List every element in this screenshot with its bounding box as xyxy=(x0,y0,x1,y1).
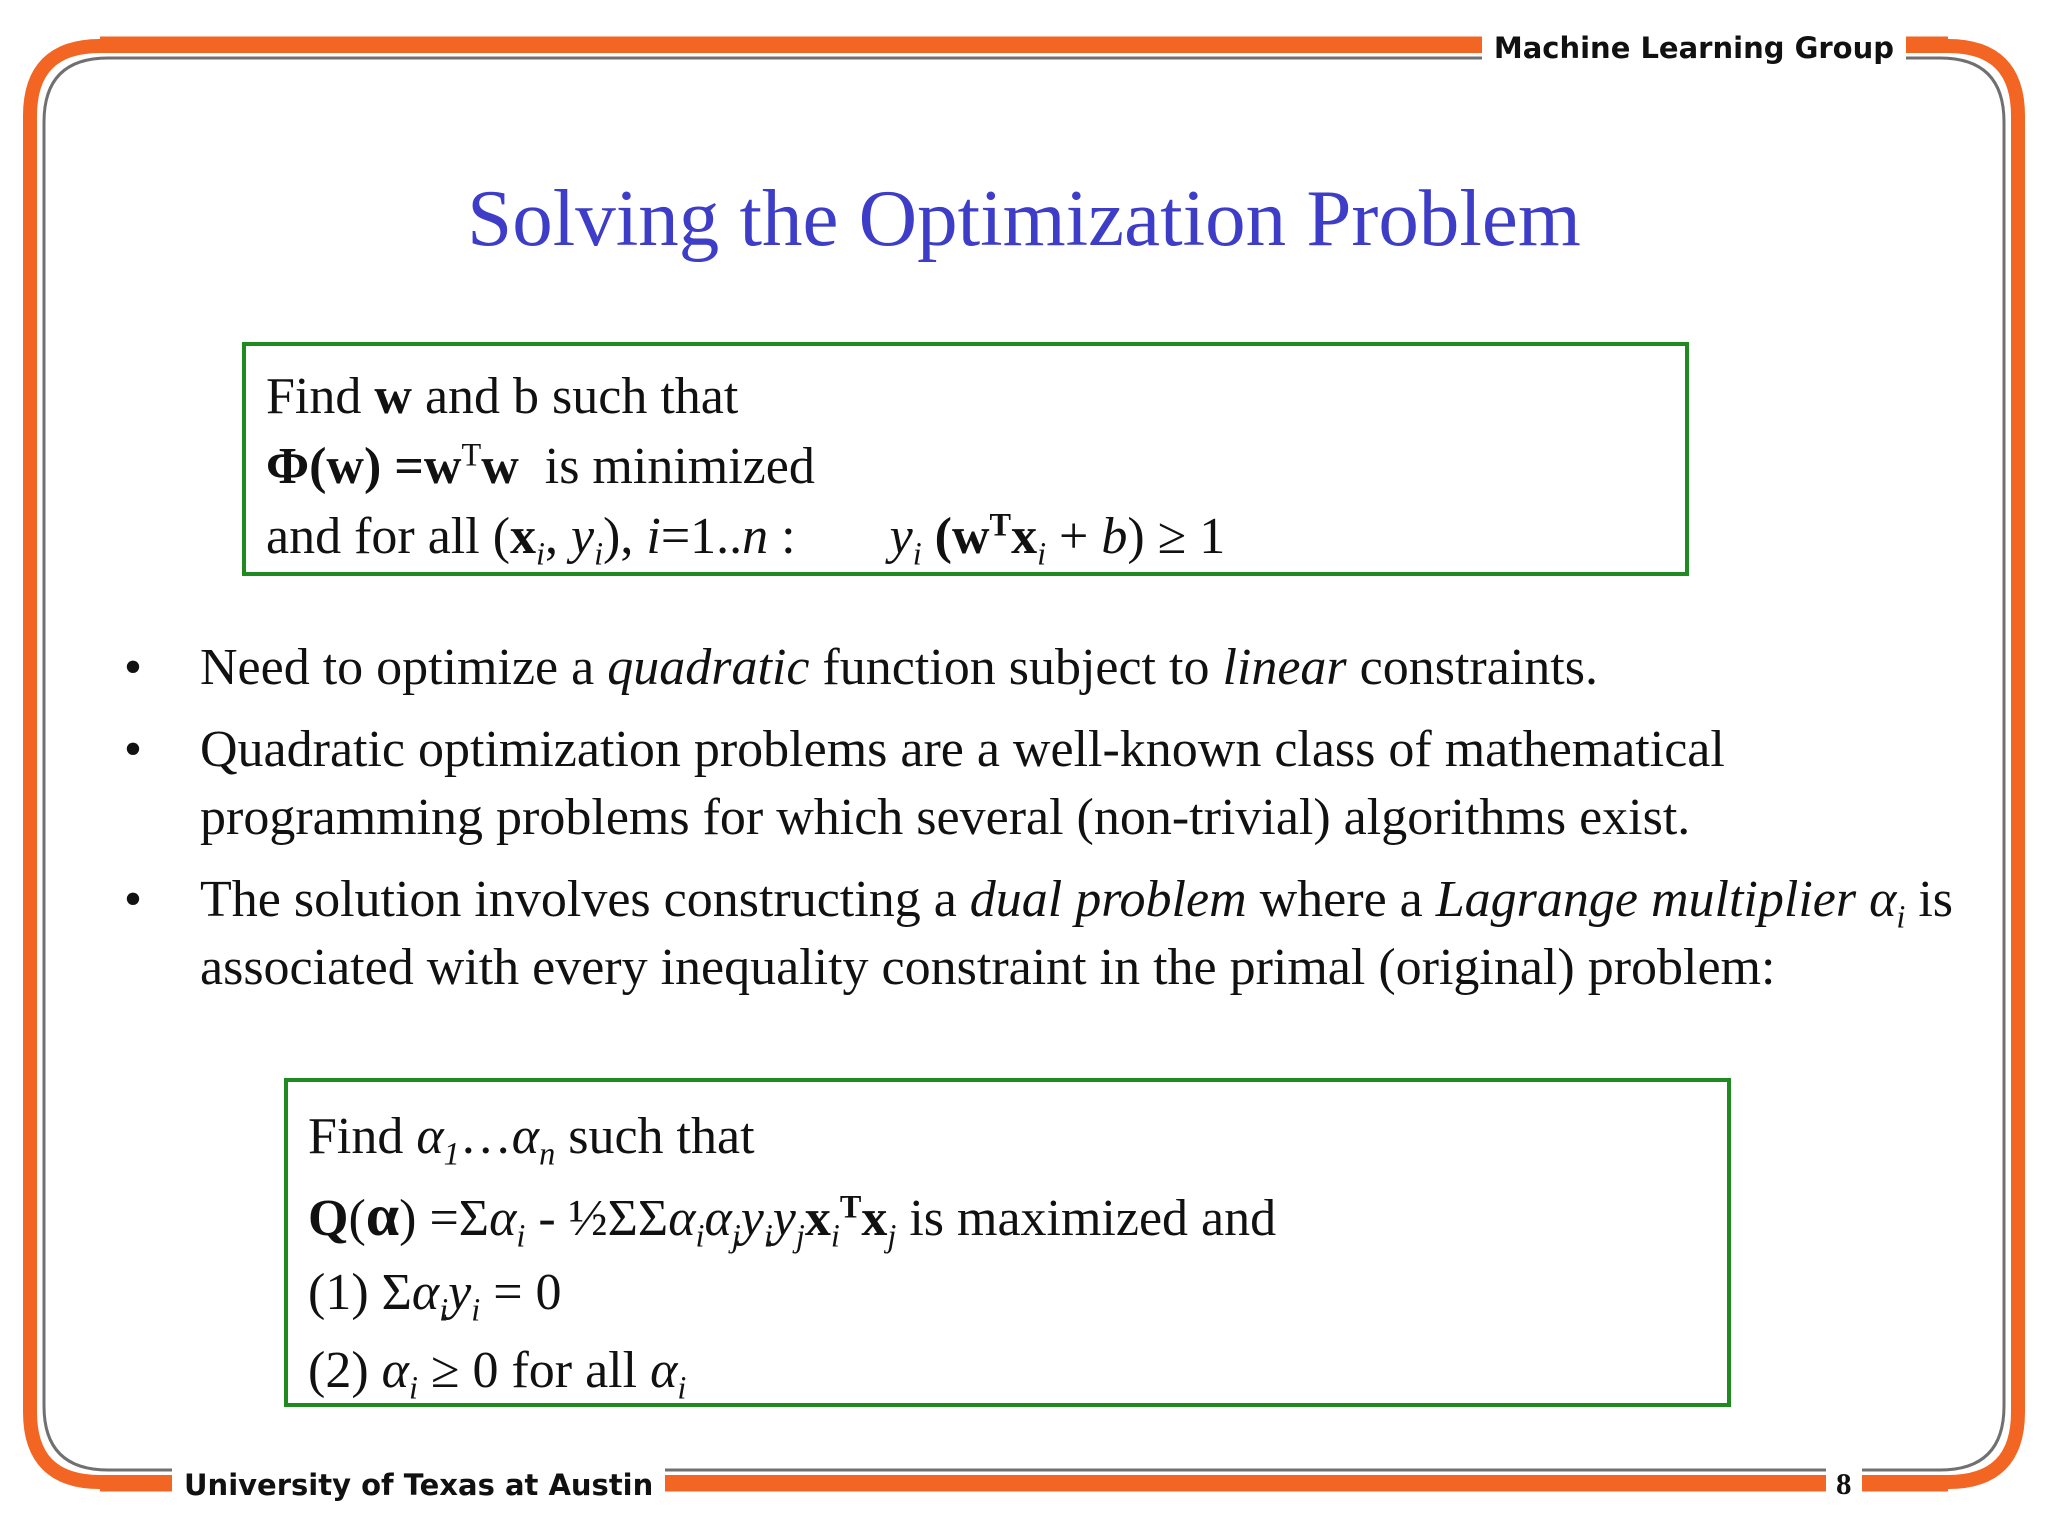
bullet-dot: • xyxy=(123,721,143,778)
slide-title: Solving the Optimization Problem xyxy=(467,173,1581,263)
primal-line-2: $\Phi(w) =w^Tw$ is minimized xyxy=(266,436,815,495)
bullet-list xyxy=(118,634,1958,1016)
bullet-item-1: • Need to optimize a quadratic function subject to linear constraints. xyxy=(118,634,1958,702)
bullet-item-3: • The solution involves constructing a dual problem where a Lagrange multiplier $\alpha_i$ is associated with every inequality constraint in the primal (original) problem: xyxy=(118,866,1958,1002)
primal-line-3: and for all ($x_i$, $y_i$), i=1..n : $y_i$ $(w^Tx_i + b) \ge 1$ xyxy=(266,506,1226,572)
bullet-dot: • xyxy=(123,639,143,696)
org-label: Machine Learning Group xyxy=(1482,30,1906,66)
primal-line-1: Find w and b such that xyxy=(266,368,739,425)
primal-problem-box xyxy=(242,342,1689,576)
page-number: 8 xyxy=(1826,1466,1862,1502)
dual-line-4: (2) $\alpha_i \ge 0$ for all $\alpha_i$ xyxy=(308,1342,687,1406)
dual-line-1: Find $\alpha_1\dots\alpha_n$ such that xyxy=(308,1108,755,1172)
dual-problem-box xyxy=(284,1078,1731,1407)
dual-line-3: (1) $\Sigma\alpha_iy_i = 0$ xyxy=(308,1264,562,1328)
bullet-dot: • xyxy=(123,871,143,928)
university-label: University of Texas at Austin xyxy=(172,1467,665,1503)
bullet-item-2: • Quadratic optimization problems are a well-known class of mathematical programming problems for which several (non-trivial) algorithms exist. xyxy=(118,716,1958,852)
dual-line-2: $Q(\alpha) =\Sigma\alpha_i$ - $\frac{1}{2}\Sigma\Sigma\alpha_i\alpha_jy_iy_jx_i^Tx_j$ is maximized and xyxy=(308,1182,1277,1254)
